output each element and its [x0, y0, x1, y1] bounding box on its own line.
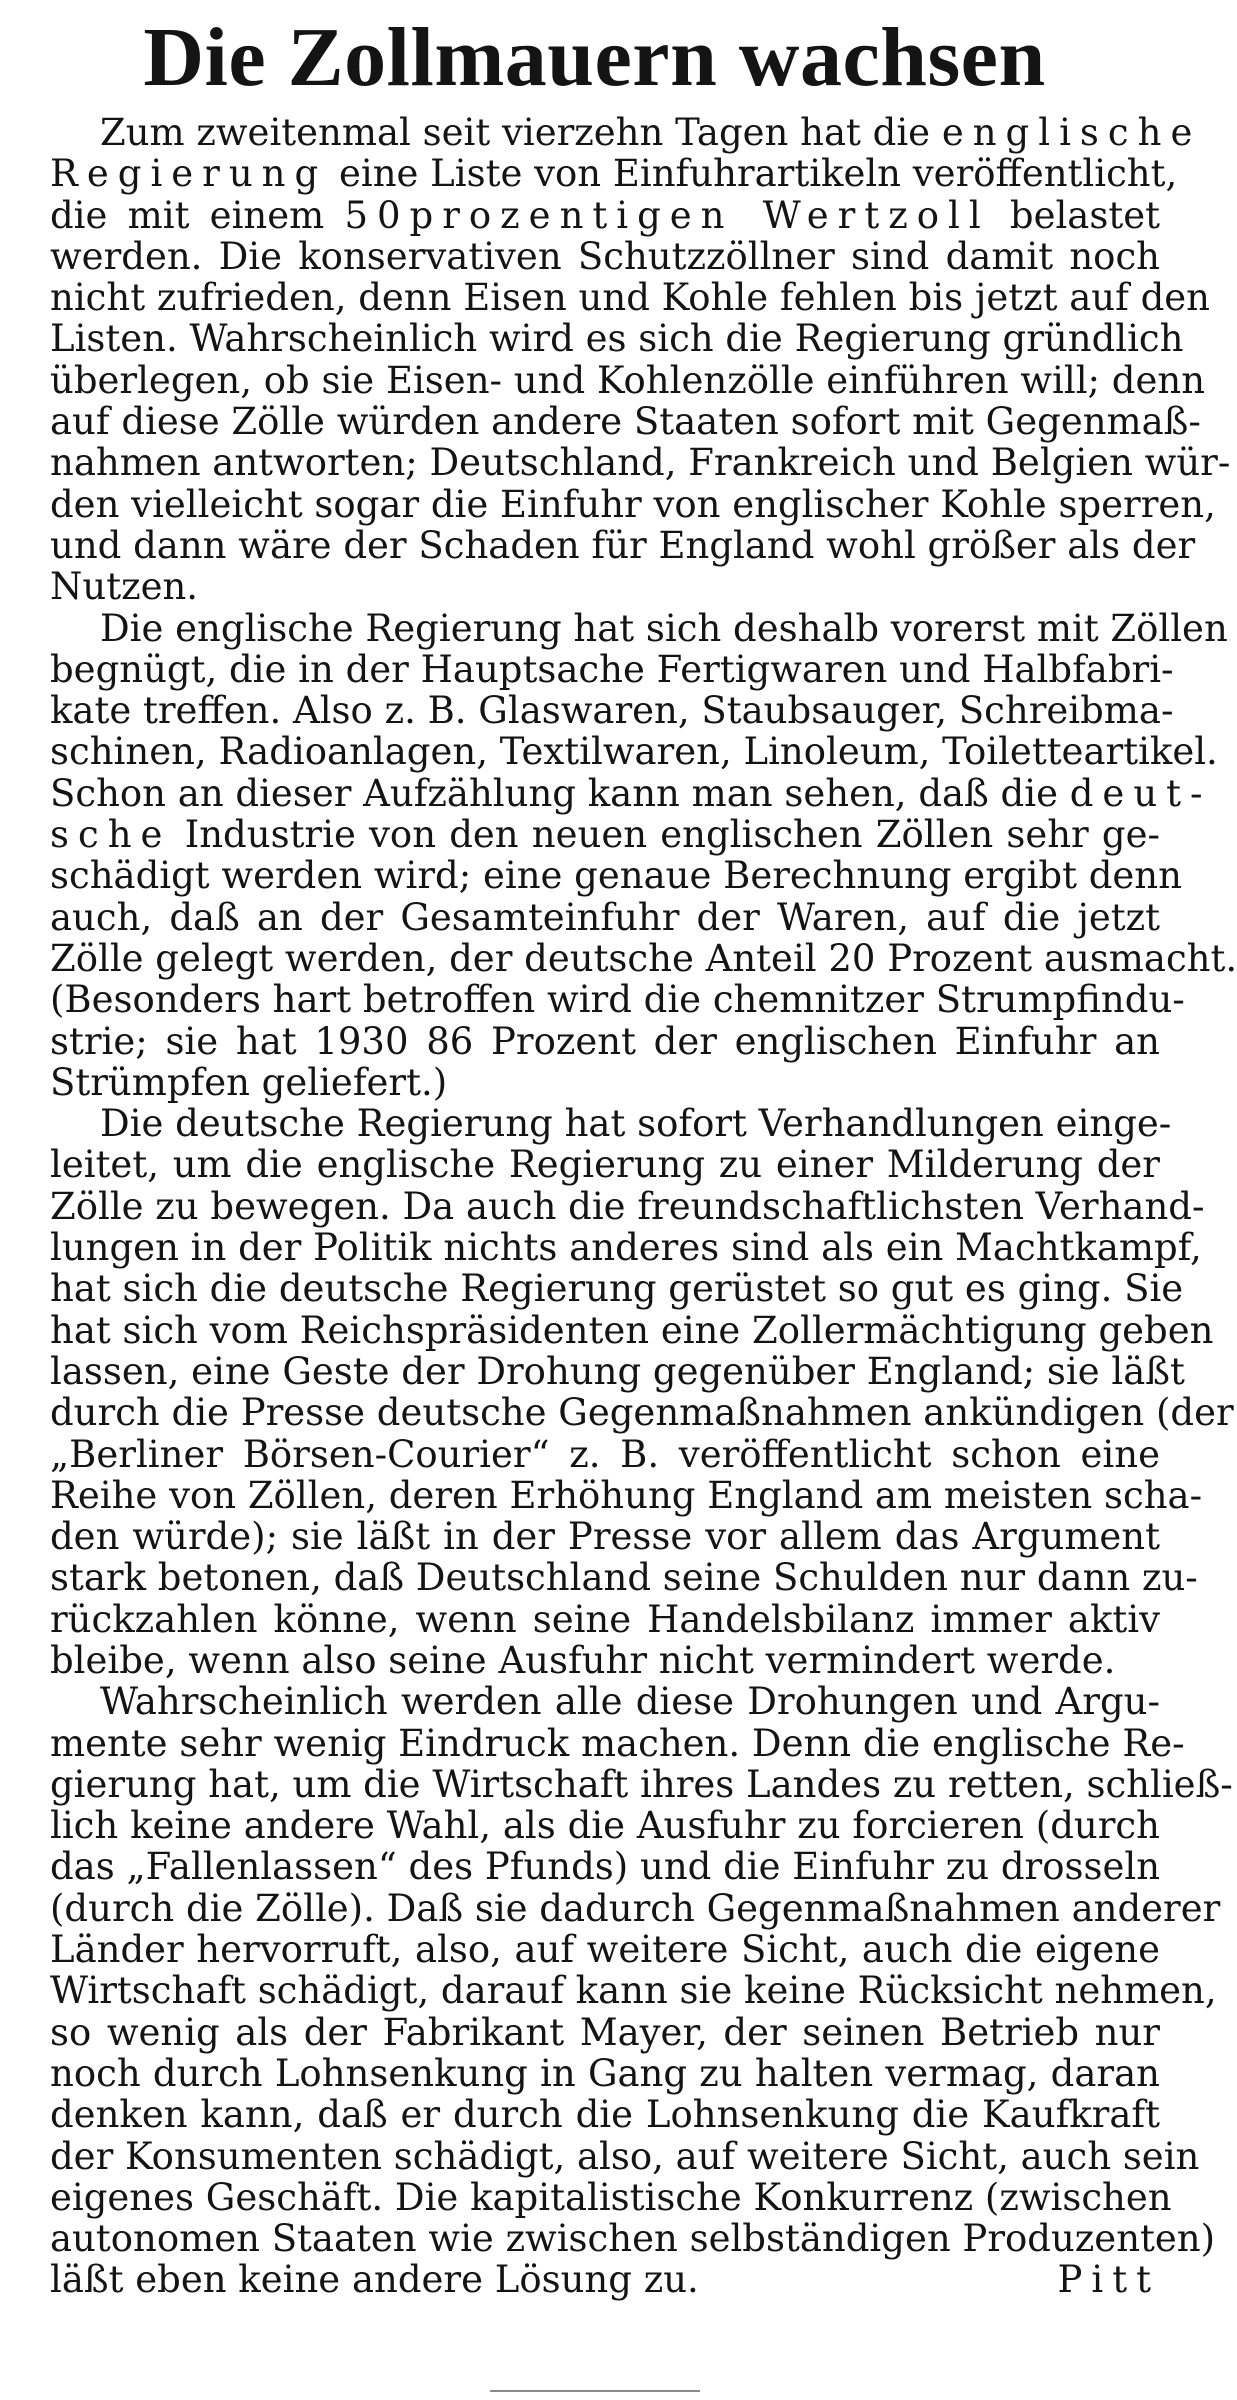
line-text: kate treffen. Also z. B. Glaswaren, Staubsauger, Schreibma-: [50, 689, 1174, 733]
article-line: [50, 647, 1174, 691]
line-text: läßt eben keine andere Lösung zu.: [50, 2258, 699, 2302]
line-text: Wahrscheinlich werden alle diese Drohungen und Argu-: [100, 1680, 1160, 1724]
article-line: [50, 195, 1160, 236]
article-line: [50, 730, 1218, 774]
spaced-emphasis: 50prozentigen Wertzoll: [344, 193, 990, 237]
article-line: [50, 2134, 1200, 2178]
line-text: lich keine andere Wahl, als die Ausfuhr zu forcieren (durch: [50, 1804, 1160, 1848]
article-line: [50, 2259, 1160, 2300]
spaced-emphasis: deut-: [1069, 771, 1212, 815]
article-line: [50, 897, 1160, 938]
article-line: [50, 689, 1174, 733]
article-line: [50, 2053, 1160, 2094]
line-text: noch durch Lohnsenkung in Gang zu halten vermag, daran: [50, 2051, 1160, 2095]
article-line: [50, 317, 1184, 361]
line-text: lassen, eine Geste der Drohung gegenüber England; sie läßt: [50, 1349, 1185, 1393]
article-line: [50, 2217, 1216, 2261]
article-line: [50, 1929, 1160, 1970]
article-line: [50, 1062, 1160, 1103]
spaced-emphasis: sche: [50, 813, 172, 857]
line-text: strie; sie hat 1930 86 Prozent der englischen Einfuhr an: [50, 1019, 1160, 1063]
line-text: durch die Presse deutsche Gegenmaßnahmen ankündigen (der: [50, 1391, 1234, 1435]
article-line: [50, 2175, 1172, 2219]
article-line: [50, 1846, 1160, 1887]
article-line: [50, 1184, 1205, 1228]
line-text: schädigt werden wird; eine genaue Berechnung ergibt denn: [50, 854, 1182, 898]
line-text: bleibe, wenn also seine Ausfuhr nicht vermindert werde.: [50, 1638, 1116, 1682]
article-line: [50, 236, 1160, 277]
line-text: Schon an dieser Aufzählung kann man sehen, daß die: [50, 771, 1070, 815]
article-line: [50, 1556, 1198, 1600]
article-line: [50, 2012, 1160, 2053]
line-text: mente sehr wenig Eindruck machen. Denn die englische Re-: [50, 1721, 1185, 1765]
line-text: Strümpfen geliefert.): [50, 1060, 448, 1104]
article-line: [50, 771, 1212, 815]
line-text: hat sich vom Reichspräsidenten eine Zollermächtigung geben: [50, 1308, 1214, 1352]
article-line: [50, 523, 1196, 567]
article-line: [50, 1308, 1214, 1352]
article-line: [50, 1021, 1160, 1062]
article-line: [50, 1640, 1160, 1681]
line-text: die mit einem: [50, 193, 345, 237]
article-line: [50, 566, 1160, 607]
line-text: Zölle gelegt werden, der deutsche Anteil 20 Prozent ausmacht.: [50, 936, 1237, 980]
line-text: und dann wäre der Schaden für England wohl größer als der: [50, 523, 1196, 567]
line-text: Listen. Wahrscheinlich wird es sich die Regierung gründlich: [50, 317, 1184, 361]
line-text: „Berliner Börsen-Courier“ z. B. veröffentlicht schon eine: [50, 1432, 1160, 1476]
line-text: schinen, Radioanlagen, Textilwaren, Linoleum, Toiletteartikel.: [50, 730, 1218, 774]
line-text: Reihe von Zöllen, deren Erhöhung England am meisten scha-: [50, 1473, 1203, 1517]
line-text: (durch die Zölle). Daß sie dadurch Gegenmaßnahmen anderer: [50, 1886, 1221, 1930]
line-text: Wirtschaft schädigt, darauf kann sie keine Rücksicht nehmen,: [50, 1969, 1217, 2013]
article-paragraph: [50, 111, 1231, 609]
line-text: Die englische Regierung hat sich deshalb vorerst mit Zöllen: [100, 606, 1228, 650]
article-line: [50, 1434, 1160, 1475]
article-paragraph: [50, 606, 1237, 1104]
article-line: [50, 854, 1182, 898]
line-text: der Konsumenten schädigt, also, auf weitere Sicht, auch sein: [50, 2134, 1200, 2178]
line-text: begnügt, die in der Hauptsache Fertigwaren und Halbfabri-: [50, 647, 1174, 691]
article-line: [50, 936, 1237, 980]
article-line: [50, 1805, 1160, 1846]
line-text: eigenes Geschäft. Die kapitalistische Konkurrenz (zwischen: [50, 2175, 1172, 2219]
article-line: [50, 978, 1185, 1022]
article-body: [50, 111, 1237, 2302]
article-line: [50, 1762, 1233, 1806]
article-line: [50, 814, 1160, 855]
article-line: [50, 2094, 1160, 2135]
article-line: [50, 441, 1231, 485]
spaced-emphasis: englische: [941, 111, 1202, 154]
article-line: [50, 482, 1216, 526]
article-headline: Die Zollmauern wachsen: [143, 11, 1046, 104]
article-line: [50, 1144, 1160, 1185]
line-text: stark betonen, daß Deutschland seine Schulden nur dann zu-: [50, 1556, 1198, 1600]
line-text: leitet, um die englische Regierung zu einer Milderung der: [50, 1143, 1160, 1187]
line-text: so wenig als der Fabrikant Mayer, der seinen Betrieb nur: [50, 2010, 1160, 2054]
line-text: Die deutsche Regierung hat sofort Verhandlungen einge-: [100, 1102, 1172, 1146]
line-text: (Besonders hart betroffen wird die chemnitzer Strumpfindu-: [50, 978, 1185, 1022]
line-text: auch, daß an der Gesamteinfuhr der Waren, auf die jetzt: [50, 895, 1160, 939]
line-text: Nutzen.: [50, 565, 199, 609]
article-line: [50, 1473, 1203, 1517]
article-line: [50, 276, 1211, 320]
line-text: den würde); sie läßt in der Presse vor allem das Argument: [50, 1515, 1160, 1559]
article-line: [50, 400, 1201, 444]
article-line: [50, 606, 1228, 650]
article-line: [50, 1886, 1221, 1930]
article-line: [50, 1516, 1160, 1557]
article-line: [50, 152, 1178, 196]
line-text: lungen in der Politik nichts anderes sind als ein Machtkampf,: [50, 1226, 1202, 1270]
end-rule: [490, 2390, 700, 2392]
line-text: autonomen Staaten wie zwischen selbständigen Produzenten): [50, 2217, 1216, 2261]
article-paragraph: [50, 1680, 1233, 2302]
line-text: Zum zweitenmal seit vierzehn Tagen hat die: [100, 111, 942, 154]
line-text: Zölle zu bewegen. Da auch die freundschaftlichsten Verhand-: [50, 1184, 1205, 1228]
line-text: werden. Die konservativen Schutzzöllner sind damit noch: [50, 234, 1160, 278]
line-text: das „Fallenlassen“ des Pfunds) und die Einfuhr zu drosseln: [50, 1845, 1161, 1889]
line-text: nicht zufrieden, denn Eisen und Kohle fehlen bis jetzt auf den: [50, 276, 1211, 320]
line-text: Industrie von den neuen englischen Zöllen sehr ge-: [171, 813, 1160, 857]
article-line: [50, 1391, 1234, 1435]
line-text: gierung hat, um die Wirtschaft ihres Landes zu retten, schließ-: [50, 1762, 1233, 1806]
article-line: [50, 1969, 1217, 2013]
article-line: [50, 1267, 1184, 1311]
author-signature: Pitt: [1057, 2258, 1160, 2302]
article-line: [50, 111, 1202, 154]
spaced-emphasis: Regierung: [50, 152, 328, 196]
article-line: [50, 1349, 1185, 1393]
line-text: rückzahlen könne, wenn seine Handelsbilanz immer aktiv: [50, 1597, 1160, 1641]
line-text: hat sich die deutsche Regierung gerüstet so gut es ging. Sie: [50, 1267, 1184, 1311]
article-line: [50, 1681, 1160, 1722]
line-text: belastet: [989, 193, 1160, 237]
line-text: den vielleicht sogar die Einfuhr von englischer Kohle sperren,: [50, 482, 1216, 526]
line-text: auf diese Zölle würden andere Staaten sofort mit Gegenmaß-: [50, 400, 1201, 444]
article-line: [50, 1599, 1160, 1640]
article-line: [50, 1226, 1202, 1270]
line-text: eine Liste von Einfuhrartikeln veröffentlicht,: [327, 152, 1178, 196]
article-paragraph: [50, 1102, 1234, 1682]
article-line: [50, 1102, 1172, 1146]
line-text: Länder hervorruft, also, auf weitere Sicht, auch die eigene: [50, 1928, 1160, 1972]
article-line: [50, 1721, 1185, 1765]
line-text: denken kann, daß er durch die Lohnsenkung die Kaufkraft: [50, 2093, 1160, 2137]
article-line: [50, 358, 1206, 402]
line-text: nahmen antworten; Deutschland, Frankreich und Belgien wür-: [50, 441, 1231, 485]
line-text: überlegen, ob sie Eisen- und Kohlenzölle einführen will; denn: [50, 358, 1206, 402]
